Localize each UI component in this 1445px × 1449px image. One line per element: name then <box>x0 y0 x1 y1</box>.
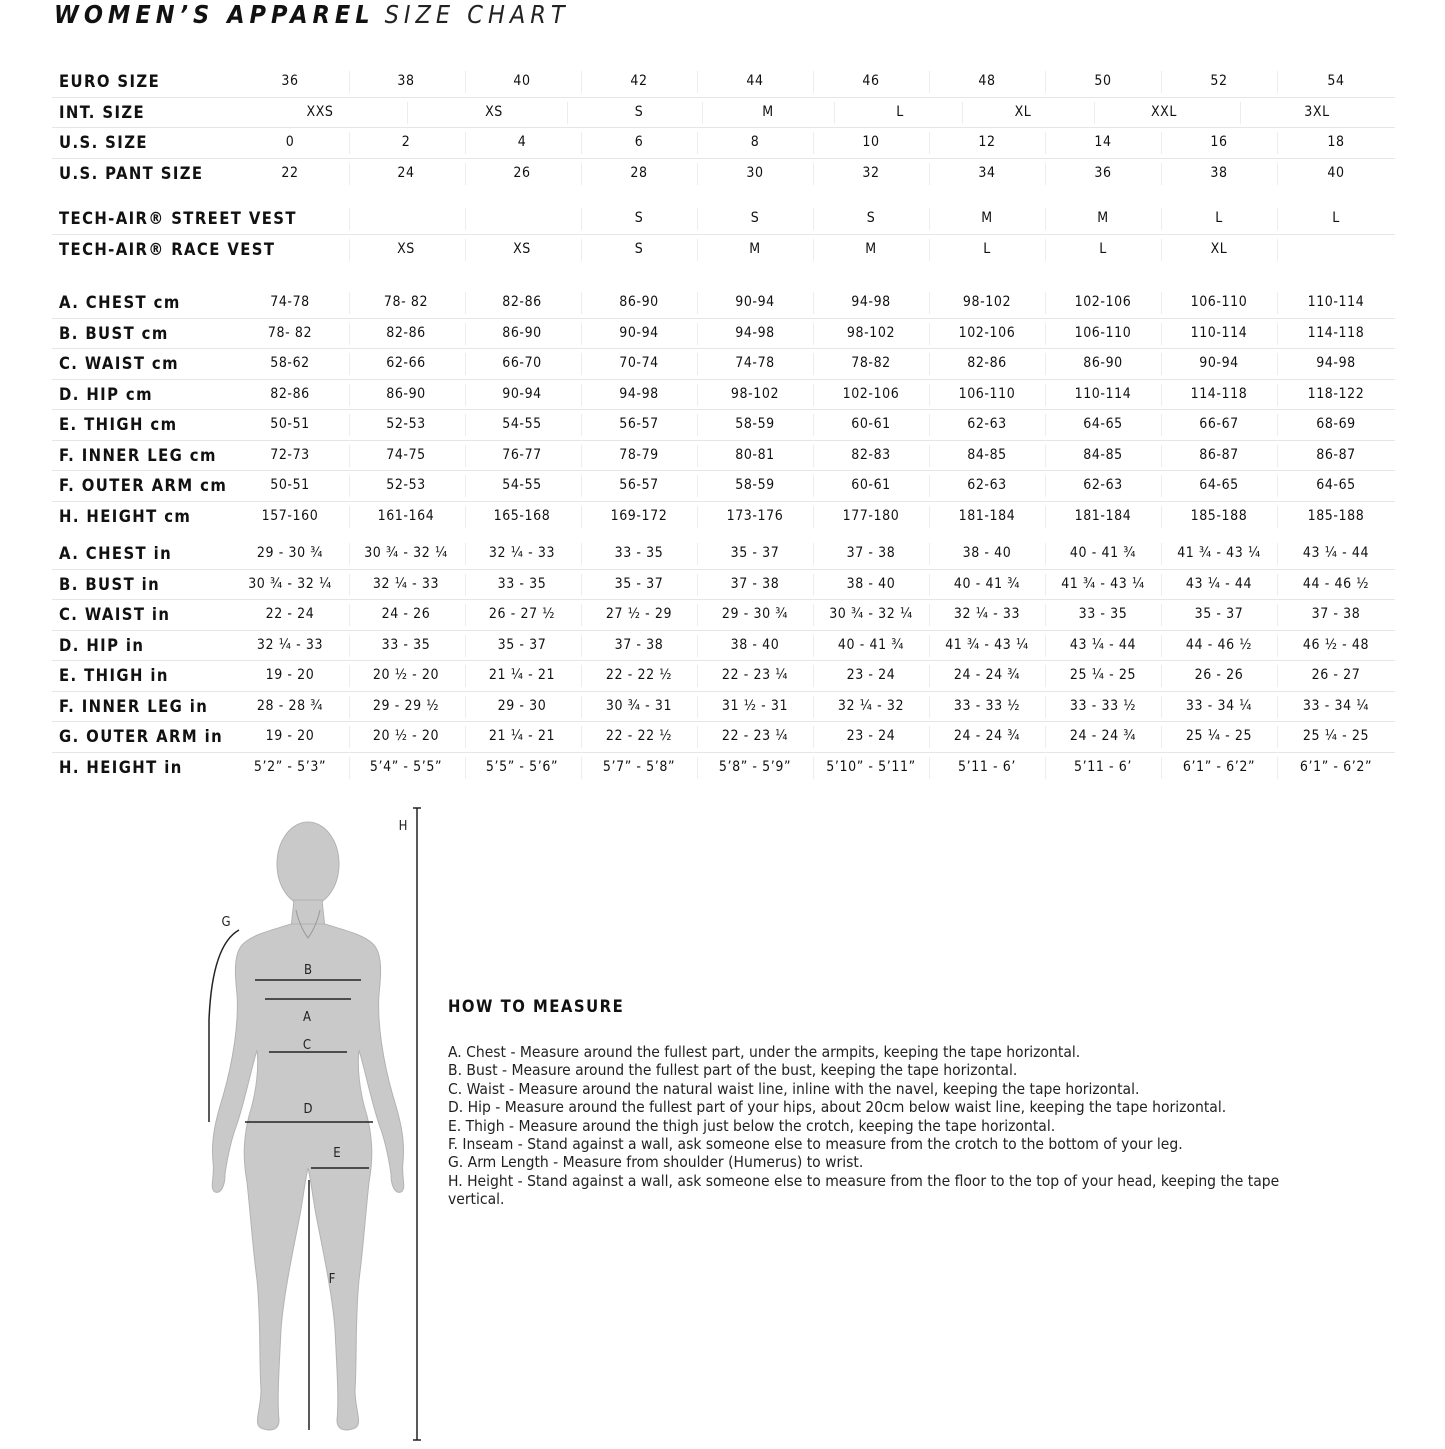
table-cell: 43 ¼ - 44 <box>1185 575 1253 592</box>
row-label: A. CHEST in <box>59 544 173 563</box>
table-cell: 40 - 41 ¾ <box>1069 545 1137 561</box>
table-cell: 110-114 <box>1074 385 1132 402</box>
table-cell: 54-55 <box>502 477 542 493</box>
column-divider <box>702 102 703 124</box>
row-label: G. OUTER ARM in <box>59 727 224 746</box>
table-cell: 157-160 <box>261 507 319 524</box>
table-cell: 54-55 <box>502 416 542 432</box>
table-cell: 24 - 24 ¾ <box>1069 728 1137 744</box>
table-cell: 42 <box>630 73 648 89</box>
row-label: C. WAIST cm <box>59 354 179 373</box>
table-cell: 37 - 38 <box>846 545 896 561</box>
table-cell: 22 - 23 ¼ <box>721 667 789 683</box>
table-cell: S <box>634 240 644 257</box>
table-cell: 62-63 <box>1083 477 1123 493</box>
table-cell: 33 - 35 <box>381 636 431 653</box>
table-cell: 32 ¼ - 33 <box>488 545 556 561</box>
table-cell: 58-59 <box>735 416 775 432</box>
table-cell: 32 <box>862 164 880 181</box>
table-cell: XS <box>397 240 415 257</box>
table-cell: XL <box>1210 240 1228 257</box>
row-label: A. CHEST cm <box>59 293 181 312</box>
table-row <box>52 67 1395 98</box>
table-row <box>52 539 1395 570</box>
table-cell: 30 <box>746 164 764 181</box>
table-row <box>52 502 1395 532</box>
table-cell: 90-94 <box>502 385 542 402</box>
table-row <box>52 722 1395 753</box>
table-cell: 5’11 - 6’ <box>958 758 1016 775</box>
column-divider <box>349 208 350 230</box>
table-cell: 27 ½ - 29 <box>605 606 673 622</box>
table-cell: 29 - 30 ¾ <box>721 606 789 622</box>
table-cell: 64-65 <box>1199 477 1239 493</box>
instruction-inseam: F. Inseam - Stand against a wall, ask someone else to measure from the crotch to the bottom of your leg. <box>448 1135 1183 1154</box>
table-cell: 12 <box>978 134 996 150</box>
table-cell: 29 - 29 ½ <box>372 697 440 714</box>
table-cell: 26 - 26 <box>1194 667 1244 683</box>
table-cell: 36 <box>1094 164 1112 181</box>
table-cell: M <box>749 240 761 257</box>
table-cell: 18 <box>1327 134 1345 150</box>
table-row <box>52 288 1395 319</box>
table-cell: 90-94 <box>619 324 659 341</box>
table-cell: 32 ¼ - 32 <box>837 697 905 714</box>
table-cell: M <box>981 210 993 226</box>
table-cell: 40 <box>1327 164 1345 181</box>
table-cell: 30 ¾ - 31 <box>605 697 673 714</box>
table-cell: 60-61 <box>851 477 891 493</box>
table-cell: 94-98 <box>1316 355 1356 371</box>
table-cell: 86-90 <box>619 294 659 310</box>
table-cell: 32 ¼ - 33 <box>372 575 440 592</box>
row-label: E. THIGH cm <box>59 415 178 434</box>
row-label: D. HIP cm <box>59 384 153 404</box>
label-a: A <box>303 1010 311 1025</box>
column-divider <box>1277 239 1278 261</box>
instruction-arm-length: G. Arm Length - Measure from shoulder (Humerus) to wrist. <box>448 1153 864 1172</box>
column-divider <box>465 208 466 230</box>
table-row <box>52 128 1395 159</box>
table-cell: 24 <box>397 164 415 181</box>
row-label: C. WAIST in <box>59 605 171 624</box>
table-cell: 19 - 20 <box>265 728 315 744</box>
table-cell: L <box>1215 210 1223 226</box>
table-cell: 177-180 <box>842 507 900 524</box>
table-cell: 185-188 <box>1190 507 1248 524</box>
row-label: D. HIP in <box>59 635 145 655</box>
table-cell: 38 <box>397 73 415 89</box>
column-divider <box>962 102 963 124</box>
table-cell: 66-67 <box>1199 416 1239 432</box>
table-cell: 33 - 35 <box>1078 606 1128 622</box>
table-cell: 56-57 <box>619 416 659 432</box>
table-cell: XXL <box>1150 103 1178 120</box>
instruction-height: H. Height - Stand against a wall, ask someone else to measure from the floor to the top of your head, keeping the tape vertical. <box>448 1171 1280 1209</box>
column-divider <box>1094 102 1095 124</box>
table-cell: 165-168 <box>493 507 551 524</box>
table-row <box>52 319 1395 350</box>
how-to-measure-heading: HOW TO MEASURE <box>448 997 625 1016</box>
row-label: H. HEIGHT in <box>59 757 183 777</box>
table-cell: 64-65 <box>1083 416 1123 432</box>
table-cell: 6 <box>634 134 644 150</box>
table-cell: 114-118 <box>1307 324 1365 341</box>
label-h: H <box>398 819 408 834</box>
table-row <box>52 380 1395 411</box>
table-cell: 102-106 <box>1074 294 1132 310</box>
table-cell: 185-188 <box>1307 507 1365 524</box>
table-cell: 48 <box>978 73 996 89</box>
table-cell: 22 - 22 ½ <box>605 667 673 683</box>
table-cell: 78-79 <box>619 446 659 463</box>
body-silhouette <box>195 800 435 1445</box>
table-cell: 28 - 28 ¾ <box>256 697 324 714</box>
table-cell: 24 - 26 <box>381 606 431 622</box>
table-row <box>52 98 1395 129</box>
how-to-measure <box>448 996 1308 1209</box>
instruction-waist: C. Waist - Measure around the natural waist line, inline with the navel, keeping the tape horizontal. <box>448 1079 1140 1098</box>
table-cell: 38 - 40 <box>962 545 1012 561</box>
table-cell: 98-102 <box>730 385 780 402</box>
table-cell: 20 ½ - 20 <box>372 728 440 744</box>
row-label: U.S. SIZE <box>59 133 148 152</box>
table-cell: 94-98 <box>851 294 891 310</box>
label-d: D <box>303 1102 313 1117</box>
instruction-chest: A. Chest - Measure around the fullest part, under the armpits, keeping the tape horizontal. <box>448 1043 1081 1061</box>
table-cell: 54 <box>1327 73 1345 89</box>
table-cell: 82-86 <box>386 324 426 341</box>
table-cell: 43 ¼ - 44 <box>1302 545 1370 561</box>
table-cell: 86-87 <box>1199 446 1239 463</box>
table-cell: 84-85 <box>1083 446 1123 463</box>
table-cell: 98-102 <box>846 324 896 341</box>
table-cell: 5’10” - 5’11” <box>826 758 916 775</box>
table-cell: 118-122 <box>1307 385 1365 402</box>
table-cell: 28 <box>630 164 648 181</box>
row-label: INT. SIZE <box>59 102 146 122</box>
table-cell: 38 - 40 <box>846 575 896 592</box>
table-cell: L <box>983 240 991 257</box>
table-cell: 86-87 <box>1316 446 1356 463</box>
table-cell: 5’5” - 5’6” <box>485 758 559 775</box>
size-table <box>52 67 1395 188</box>
table-cell: 5’4” - 5’5” <box>369 758 443 775</box>
label-e: E <box>333 1146 341 1161</box>
table-cell: 23 - 24 <box>846 667 896 683</box>
table-cell: 74-75 <box>386 446 426 463</box>
table-cell: 30 ¾ - 32 ¼ <box>364 545 448 561</box>
row-label: TECH-AIR® RACE VEST <box>59 239 276 259</box>
table-cell: 102-106 <box>842 385 900 402</box>
row-label: F. OUTER ARM cm <box>59 476 228 495</box>
column-divider <box>567 102 568 124</box>
table-cell: 16 <box>1210 134 1228 150</box>
table-cell: 114-118 <box>1190 385 1248 402</box>
table-cell: 106-110 <box>1190 294 1248 310</box>
table-row <box>52 441 1395 472</box>
table-cell: 32 ¼ - 33 <box>953 606 1021 622</box>
table-cell: 94-98 <box>735 324 775 341</box>
table-cell: 2 <box>401 134 411 150</box>
table-cell: 19 - 20 <box>265 667 315 683</box>
table-cell: 29 - 30 <box>497 697 547 714</box>
instruction-hip: D. Hip - Measure around the fullest part of your hips, about 20cm below waist line, keeping the tape horizontal. <box>448 1098 1227 1117</box>
table-cell: 52-53 <box>386 416 426 432</box>
instruction-bust: B. Bust - Measure around the fullest part of the bust, keeping the tape horizontal. <box>448 1061 1018 1080</box>
title-sub: SIZE CHART <box>384 0 570 29</box>
table-cell: 30 ¾ - 32 ¼ <box>248 575 332 592</box>
title-main: WOMEN’S APPAREL <box>54 0 375 29</box>
label-c: C <box>302 1038 312 1053</box>
table-cell: 169-172 <box>610 507 668 524</box>
table-row <box>52 159 1395 189</box>
table-cell: 44 - 46 ½ <box>1302 575 1370 592</box>
table-cell: 35 - 37 <box>614 575 664 592</box>
table-cell: 23 - 24 <box>846 728 896 744</box>
table-cell: 56-57 <box>619 477 659 493</box>
column-divider <box>834 102 835 124</box>
table-cell: 62-63 <box>967 416 1007 432</box>
table-cell: 5’2” - 5’3” <box>253 758 327 775</box>
table-cell: 41 ¾ - 43 ¼ <box>1061 575 1145 592</box>
table-cell: 64-65 <box>1316 477 1356 493</box>
table-cell: 33 - 35 <box>497 575 547 592</box>
table-cell: 38 <box>1210 164 1228 181</box>
table-cell: 3XL <box>1304 103 1330 120</box>
table-cell: 76-77 <box>502 446 542 463</box>
table-row <box>52 235 1395 265</box>
column-divider <box>407 102 408 124</box>
table-cell: 33 - 33 ½ <box>953 697 1021 714</box>
table-cell: 181-184 <box>1074 507 1132 524</box>
table-cell: 52-53 <box>386 477 426 493</box>
instruction-thigh: E. Thigh - Measure around the thigh just below the crotch, keeping the tape horizontal. <box>448 1116 1056 1135</box>
table-cell: 35 - 37 <box>497 636 547 653</box>
table-cell: 22 - 22 ½ <box>605 728 673 744</box>
table-cell: S <box>634 103 644 120</box>
table-cell: 82-83 <box>851 446 891 463</box>
table-row <box>52 692 1395 723</box>
table-cell: 58-59 <box>735 477 775 493</box>
row-label: U.S. PANT SIZE <box>59 163 204 183</box>
table-cell: 35 - 37 <box>1194 606 1244 622</box>
table-cell: 33 - 34 ¼ <box>1302 697 1370 714</box>
table-cell: 110-114 <box>1190 324 1248 341</box>
table-cell: 52 <box>1210 73 1228 89</box>
column-divider <box>1240 102 1241 124</box>
table-cell: 86-90 <box>386 385 426 402</box>
table-cell: 21 ¼ - 21 <box>488 728 556 744</box>
label-g: G <box>221 915 231 930</box>
table-cell: 40 - 41 ¾ <box>837 636 905 653</box>
table-cell: 181-184 <box>958 507 1016 524</box>
table-cell: 35 - 37 <box>730 545 780 561</box>
table-cell: 68-69 <box>1316 416 1356 432</box>
table-cell: 80-81 <box>735 446 775 463</box>
table-cell: 94-98 <box>619 385 659 402</box>
table-cell: 5’11 - 6’ <box>1074 758 1132 775</box>
table-cell: 50-51 <box>270 416 310 432</box>
row-label: EURO SIZE <box>59 72 161 91</box>
table-row <box>52 471 1395 502</box>
table-cell: 33 - 34 ¼ <box>1185 697 1253 714</box>
table-cell: 44 - 46 ½ <box>1185 636 1253 653</box>
table-cell: 24 - 24 ¾ <box>953 728 1021 744</box>
table-cell: S <box>750 210 760 226</box>
table-cell: L <box>896 103 904 120</box>
table-row <box>52 753 1395 783</box>
table-cell: 4 <box>517 134 527 150</box>
table-cell: 106-110 <box>958 385 1016 402</box>
table-cell: XL <box>1014 103 1032 120</box>
table-cell: 173-176 <box>726 507 784 524</box>
how-to-measure-list <box>448 1043 1308 1209</box>
table-cell: 32 ¼ - 33 <box>256 636 324 653</box>
table-cell: 86-90 <box>1083 355 1123 371</box>
table-cell: 102-106 <box>958 324 1016 341</box>
table-cell: 38 - 40 <box>730 636 780 653</box>
row-label: TECH-AIR® STREET VEST <box>59 209 297 228</box>
table-cell: 24 - 24 ¾ <box>953 667 1021 683</box>
table-cell: M <box>762 103 774 120</box>
table-cell: 29 - 30 ¾ <box>256 545 324 561</box>
table-cell: 14 <box>1094 134 1112 150</box>
table-cell: 30 ¾ - 32 ¼ <box>829 606 913 622</box>
table-cell: M <box>1097 210 1109 226</box>
table-cell: 25 ¼ - 25 <box>1069 667 1137 683</box>
table-cell: 62-63 <box>967 477 1007 493</box>
page-title <box>54 0 570 30</box>
table-cell: 21 ¼ - 21 <box>488 667 556 683</box>
table-cell: 46 <box>862 73 880 89</box>
table-cell: 60-61 <box>851 416 891 432</box>
table-cell: 110-114 <box>1307 294 1365 310</box>
table-cell: XS <box>485 103 503 120</box>
table-row <box>52 349 1395 380</box>
table-cell: 41 ¾ - 43 ¼ <box>1177 545 1261 561</box>
table-cell: 72-73 <box>270 446 310 463</box>
table-cell: 6’1” - 6’2” <box>1299 758 1373 775</box>
table-cell: 50-51 <box>270 477 310 493</box>
table-cell: 31 ½ - 31 <box>721 697 789 714</box>
table-cell: 26 - 27 <box>1311 667 1361 683</box>
table-cell: 46 ½ - 48 <box>1302 636 1370 653</box>
body-measurement-figure <box>195 800 435 1445</box>
table-cell: 58-62 <box>270 355 310 371</box>
table-cell: 44 <box>746 73 764 89</box>
table-cell: 8 <box>750 134 760 150</box>
table-cell: 40 <box>513 73 531 89</box>
table-cell: 78- 82 <box>267 324 313 341</box>
table-cell: 84-85 <box>967 446 1007 463</box>
table-cell: 25 ¼ - 25 <box>1302 728 1370 744</box>
table-cell: 10 <box>862 134 880 150</box>
table-cell: 37 - 38 <box>1311 606 1361 622</box>
table-row <box>52 410 1395 441</box>
table-cell: 90-94 <box>1199 355 1239 371</box>
table-cell: 161-164 <box>377 507 435 524</box>
table-cell: 74-78 <box>735 355 775 371</box>
table-cell: 6’1” - 6’2” <box>1182 758 1256 775</box>
table-cell: 50 <box>1094 73 1112 89</box>
table-cell: 34 <box>978 164 996 181</box>
table-cell: 22 - 23 ¼ <box>721 728 789 744</box>
row-label: B. BUST in <box>59 574 161 594</box>
vest-table <box>52 204 1395 264</box>
row-label: F. INNER LEG in <box>59 696 209 716</box>
table-cell: 66-70 <box>502 355 542 371</box>
table-cell: 40 - 41 ¾ <box>953 575 1021 592</box>
table-cell: 25 ¼ - 25 <box>1185 728 1253 744</box>
table-cell: M <box>865 240 877 257</box>
table-cell: 20 ½ - 20 <box>372 667 440 683</box>
table-cell: 22 - 24 <box>265 606 315 622</box>
table-cell: S <box>866 210 876 226</box>
table-cell: XS <box>513 240 531 257</box>
table-cell: 0 <box>285 134 295 150</box>
label-b: B <box>303 963 313 978</box>
cm-measurements-table <box>52 288 1395 531</box>
table-cell: S <box>634 210 644 226</box>
table-cell: 82-86 <box>967 355 1007 371</box>
table-cell: 5’8” - 5’9” <box>718 758 792 775</box>
table-cell: 106-110 <box>1074 324 1132 341</box>
table-cell: 82-86 <box>502 294 542 310</box>
table-row <box>52 600 1395 631</box>
table-cell: 41 ¾ - 43 ¼ <box>945 636 1029 653</box>
table-cell: 86-90 <box>502 324 542 341</box>
label-f: F <box>328 1272 336 1287</box>
table-cell: 70-74 <box>619 355 659 371</box>
table-cell: L <box>1332 210 1340 226</box>
table-cell: 36 <box>281 73 299 89</box>
inch-measurements-table <box>52 539 1395 782</box>
table-cell: 22 <box>281 164 299 181</box>
table-cell: 37 - 38 <box>614 636 664 653</box>
table-row <box>52 570 1395 601</box>
table-cell: 26 - 27 ½ <box>488 606 556 622</box>
table-row <box>52 631 1395 662</box>
row-label: E. THIGH in <box>59 666 169 685</box>
table-cell: L <box>1099 240 1107 257</box>
table-cell: 90-94 <box>735 294 775 310</box>
table-cell: XXS <box>306 103 334 120</box>
table-cell: 78-82 <box>851 355 891 371</box>
row-label: F. INNER LEG cm <box>59 445 217 465</box>
table-cell: 33 - 33 ½ <box>1069 697 1137 714</box>
table-cell: 74-78 <box>270 294 310 310</box>
table-cell: 26 <box>513 164 531 181</box>
table-cell: 82-86 <box>270 385 310 402</box>
table-cell: 43 ¼ - 44 <box>1069 636 1137 653</box>
table-cell: 5’7” - 5’8” <box>602 758 676 775</box>
table-cell: 98-102 <box>962 294 1012 310</box>
table-cell: 78- 82 <box>383 294 429 310</box>
row-label: H. HEIGHT cm <box>59 506 192 526</box>
table-cell: 62-66 <box>386 355 426 371</box>
row-label: B. BUST cm <box>59 323 169 343</box>
table-cell: 37 - 38 <box>730 575 780 592</box>
table-row <box>52 661 1395 692</box>
table-row <box>52 204 1395 235</box>
table-cell: 33 - 35 <box>614 545 664 561</box>
